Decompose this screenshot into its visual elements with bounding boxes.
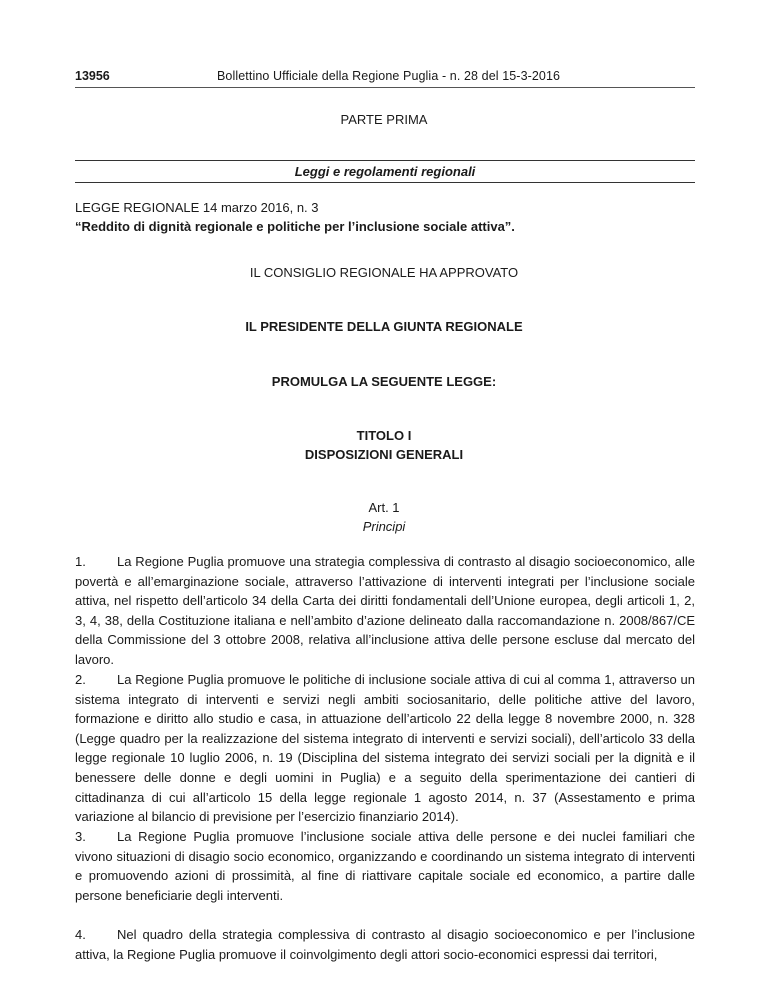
- council-approval: IL CONSIGLIO REGIONALE HA APPROVATO: [249, 265, 519, 280]
- president-line: IL PRESIDENTE DELLA GIUNTA REGIONALE: [245, 319, 523, 334]
- part-title: PARTE PRIMA: [340, 112, 428, 127]
- titolo-name: DISPOSIZIONI GENERALI: [304, 447, 464, 462]
- section-title: Leggi e regolamenti regionali: [75, 160, 695, 183]
- titolo-number: TITOLO I: [356, 428, 412, 443]
- paragraph-2: [75, 670, 695, 827]
- paragraph-4: [75, 925, 695, 964]
- paragraph-text: La Regione Puglia promuove l’inclusione sociale attiva delle persone e dei nuclei familiari che vivono situazioni di disagio socio economico, organizzando e coordinando un sistema integrato di interventi e promuovendo azioni di prossimità, al fine di riattivare capitale sociale ed economico, a partire dalle persone beneficiarie degli interventi.: [75, 829, 695, 903]
- paragraph-3: [75, 827, 695, 905]
- law-title: “Reddito di dignità regionale e politiche per l’inclusione sociale attiva”.: [75, 219, 515, 234]
- running-header: [75, 66, 695, 88]
- article-heading: Principi: [362, 519, 406, 534]
- paragraph-number: 3.: [75, 829, 86, 844]
- law-reference: LEGGE REGIONALE 14 marzo 2016, n. 3: [75, 200, 319, 215]
- paragraph-number: 2.: [75, 672, 86, 687]
- paragraph-text: Nel quadro della strategia complessiva di contrasto al disagio socioeconomico e per l’inclusione attiva, la Regione Puglia promuove il coinvolgimento degli attori socio-economici espressi dai territori,: [75, 927, 695, 962]
- journal-title: Bollettino Ufficiale della Regione Puglia - n. 28 del 15-3-2016: [217, 69, 561, 83]
- paragraph-number: 1.: [75, 554, 86, 569]
- paragraph-1: [75, 552, 695, 670]
- article-number: Art. 1: [368, 500, 400, 515]
- paragraph-text: La Regione Puglia promuove una strategia complessiva di contrasto al disagio socioeconomico, alle povertà e all’emarginazione sociale, attraverso l’attivazione di interventi integrati per l’inclusione sociale attiva, nel rispetto dell’articolo 34 della Carta dei diritti fondamentali dell’Unione europea, degli articoli 1, 2, 3, 4, 38, della Costituzione italiana e nell’ambito d’azione delineato dalla raccomandazione n. 2008/867/CE della Commissione del 3 ottobre 2008, relativa all’inclusione attiva delle persone escluse dal mercato del lavoro.: [75, 554, 695, 667]
- paragraph-text: La Regione Puglia promuove le politiche di inclusione sociale attiva di cui al comma 1, attraverso un sistema integrato di interventi e servizi negli ambiti sociosanitario, delle politiche attive del lavoro, formazione e diritto allo studio e casa, in attuazione dell’articolo 22 della legge 8 novembre 2000, n. 328 (Legge quadro per la realizzazione del sistema integrato di interventi e servizi sociali), dell’articolo 33 della legge regionale 10 luglio 2006, n. 19 (Disciplina del sistema integrato dei servizi sociali per la dignità e il benessere delle donne e degli uomini in Puglia) e a seguito della sperimentazione dei cantieri di cittadinanza di cui all’articolo 15 della legge regionale 1 agosto 2014, n. 37 (Assestamento e prima variazione al bilancio di previsione per l’esercizio finanziario 2014).: [75, 672, 695, 825]
- promulgation-line: PROMULGA LA SEGUENTE LEGGE:: [271, 374, 497, 389]
- page-number: 13956: [75, 69, 110, 83]
- paragraph-number: 4.: [75, 927, 86, 942]
